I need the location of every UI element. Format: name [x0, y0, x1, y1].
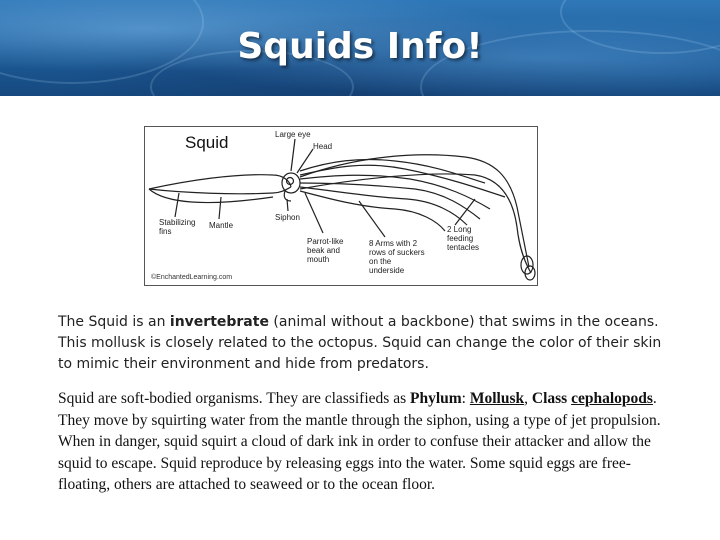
label-long-tentacles: 2 Long feeding tentacles: [447, 225, 480, 252]
label-stabilizing-fins: Stabilizing fins: [159, 218, 196, 236]
label-large-eye: Large eye: [275, 130, 311, 139]
paragraph-intro: [58, 312, 668, 375]
paragraph-classification: [58, 388, 673, 496]
para1-text-start: The Squid is an: [58, 314, 170, 330]
diagram-credit: ©EnchantedLearning.com: [151, 274, 233, 281]
squid-diagram: [144, 126, 538, 286]
para2-colon: :: [461, 390, 470, 407]
label-head: Head: [313, 142, 333, 151]
term-cephalopods: cephalopods: [571, 390, 653, 407]
label-siphon: Siphon: [275, 213, 300, 222]
diagram-heading: Squid: [185, 133, 229, 152]
page-title: Squids Info!: [237, 26, 483, 67]
para2-text-start: Squid are soft-bodied organisms. They are classifieds as: [58, 390, 410, 407]
para2-text-end: . They move by squirting water from the mantle through the siphon, using a type of jet propulsion. When in danger, squid squirt a cloud of dark ink in order to confuse their attacker and allow the squid to escape. Squid reproduce by releasing eggs into the water. Some squid eggs are free-floating, others are attached to seaweed or to the ocean floor.: [58, 390, 661, 493]
title-banner: [0, 0, 720, 96]
para2-comma: ,: [524, 390, 532, 407]
label-arms: 8 Arms with 2 rows of suckers on the underside: [369, 239, 425, 275]
term-class: Class: [531, 390, 568, 407]
label-mantle: Mantle: [209, 221, 234, 230]
label-parrot-like-beak: Parrot-like beak and mouth: [307, 237, 344, 264]
term-invertebrate: invertebrate: [169, 314, 269, 330]
term-phylum: Phylum: [409, 390, 462, 407]
para1-text-end: (animal without a backbone) that swims in the oceans. This mollusk is closely related to the octopus. Squid can change the color of their skin to mimic their environment and hide from predators.: [58, 314, 662, 372]
term-mollusk: Mollusk: [469, 390, 525, 407]
